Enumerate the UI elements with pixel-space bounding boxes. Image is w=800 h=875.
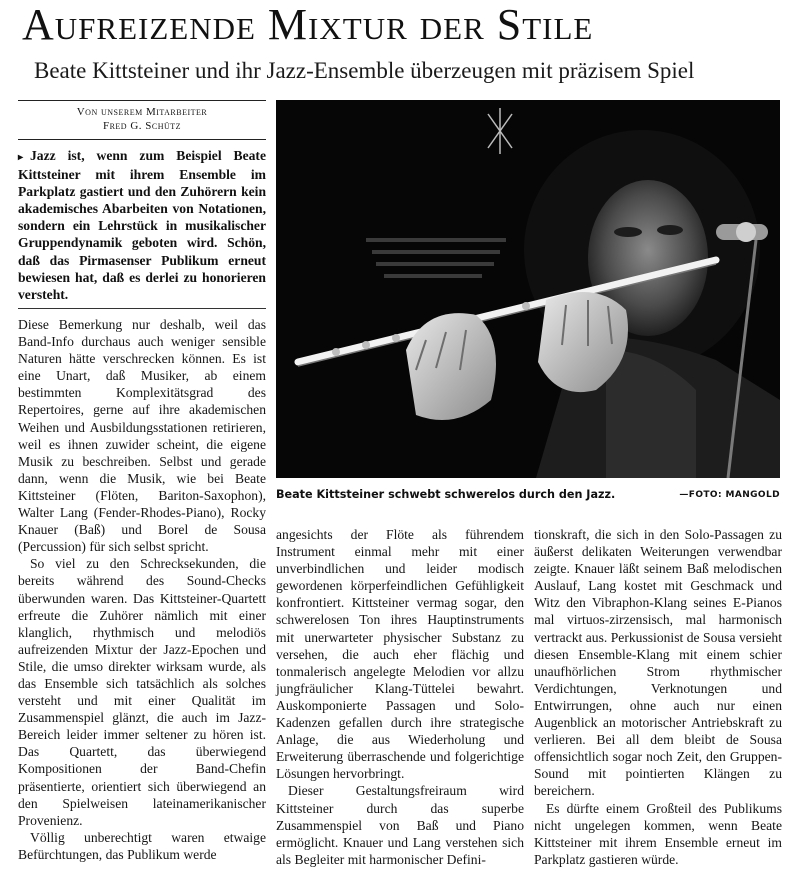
photo-credit: —FOTO: MANGOLD [679,490,780,500]
body-column-1 [18,316,266,872]
lead-paragraph [18,147,266,305]
byline-role: Von unserem Mitarbeiter [76,106,208,118]
paragraph: Es dürfte einem Großteil des Publikums nicht ungelegen kommen, wenn Beate Kittsteiner mit ihrem Ensemble erneut im Parkplatz gastieren würde. [534,800,782,867]
paragraph: Diese Bemerkung nur deshalb, weil das Band-Info durchaus auch weniger sensible Naturen hätte verschrecken können. Es ist eine Unart, daß Musiker, ab einem bestimmten Komplexitätsgrad des Repertoires, gerne auf ihre akademischen Weihen und Ausbildungsstationen retirieren, weil es ihnen zuwider scheint, die eigene Musik zu beschreiben. Selbst und gerade dann, wenn die Musik, wie bei Beate Kittsteiner (Flöten, Bariton-Saxophon), Walter Lang (Fender-Rhodes-Piano), Rocky Knauer (Baß) und Borel de Sousa (Percussion) für sich selbst spricht. [18,317,266,555]
paragraph: angesichts der Flöte als führendem Instrument einmal mehr mit einer unverbindlichen und leider modisch gewordenen körperfeindlichen Gefühligkeit konfrontiert. Kittsteiner vermag sogar, den schwerelosen Ton ihres Hauptinstruments mit unerwarteter physischer Substanz zu versehen, die auch eher flächig und tonmalerisch angelegte Melodien vor allzu jungfräulicher Klang-Tüttelei bewahrt. Auskomponierte Passagen und Solo-Kadenzen gefallen durch ihre strategische Anlage, die aus Wiederholung und Erweiterung überraschende und folgerichtige Lösungen hervorbringt. [276,527,524,782]
body-column-2 [276,526,524,872]
paragraph: So viel zu den Schrecksekunden, die bereits während des Sound-Checks überwunden waren. Das Kittsteiner-Quartett erfreute die Zuhörer nämlich mit einer klanglich, rhythmisch und melodiös aufreizenden Mixtur der Jazz-Epochen und Stile, die umso direkter wirksam wurde, als das Ensemble sich tatsächlich als solches versteht und mit einer Qualität im Zusammenspiel glänzt, die auch im Jazz-Bereich leider immer seltener zu hören ist. Das Quartett, das überwiegend Kompositionen der Band-Chefin präsentierte, orientiert sich überwiegend an den Spielweisen lateinamerikanischer Provenienz. [18,556,266,828]
paragraph: Dieser Gestaltungsfreiraum wird Kittsteiner durch das superbe Zusammenspiel von Baß und Piano ermöglicht. Knauer und Lang verstehen sich als Begleiter mit harmonischer Defini- [276,783,524,867]
subheadline: Beate Kittsteiner und ihr Jazz-Ensemble überzeugen mit präzisem Spiel [34,58,695,83]
lead-text: Jazz ist, wenn zum Beispiel Beate Kittsteiner mit ihrem Ensemble im Parkplatz gastiert und den Zuhörern kein akademisches Abarbeiten von Notationen, sondern ein Lehrstück in musikalischer Gruppendynamik geboten wird. Schön, daß das Pirmasenser Publikum erneut bewiesen hat, daß es derlei zu honorieren versteht. [18,148,266,302]
headline: Aufreizende Mixtur der Stile [22,0,594,49]
lead-marker-icon: ▸ [18,152,24,163]
lead-divider [18,308,266,309]
caption-text: Beate Kittsteiner schwebt schwerelos durch den Jazz. [276,488,616,501]
flute-player-image [276,100,780,478]
byline [18,100,266,140]
body-column-3 [534,526,782,872]
article-photo [276,100,780,478]
paragraph: Völlig unberechtigt waren etwaige Befürchtungen, das Publikum werde [18,829,266,862]
byline-author: Fred G. Schütz [102,120,182,132]
photo-caption [276,484,780,506]
paragraph: tionskraft, die sich in den Solo-Passagen zu äußerst delikaten Weiterungen verwendbar zeigte. Knauer läßt seinem Baß melodischen Auslauf, Lang kostet mit Geschmack und Witz den Vibraphon-Klang seines E-Pianos mal virtuos-zirzensisch, mal harmonisch vertrackt aus. Perkussionist de Sousa versieht diesen Ensemble-Klang mit einem schier unaufhörlichen Strom rhythmischer Verdichtungen, Verknotungen und Entwirrungen, ohne auch nur einen Augenblick an motorischer Antriebskraft zu verlieren. Bei all dem bleibt de Sousa offensichtlich sogar noch Zeit, den Gruppen-Sound mit pointierten Klängen zu bereichern. [534,527,782,799]
